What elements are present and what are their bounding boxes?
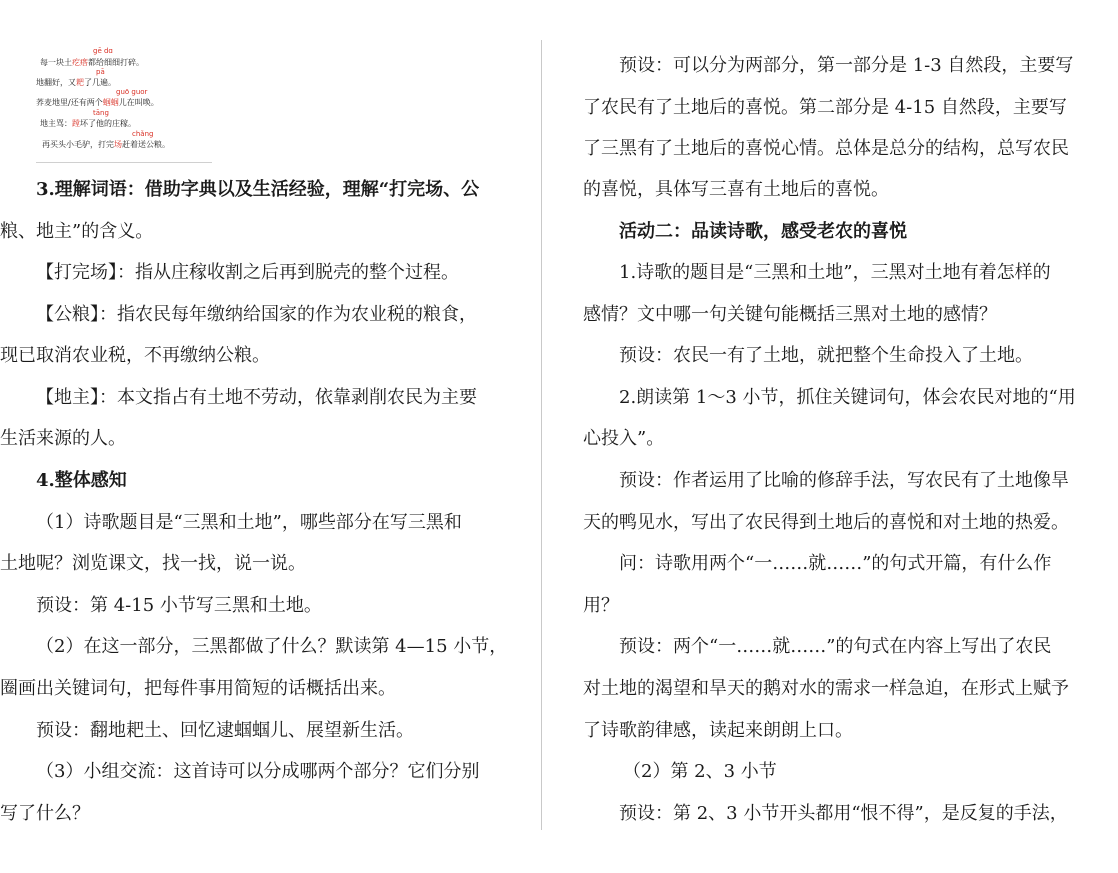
paragraph-line: 预设：两个“一……就……”的句式在内容上写出了农民: [619, 636, 1052, 657]
section-heading: 活动二：品读诗歌，感受老农的喜悦: [619, 221, 907, 242]
paragraph-line: 预设：第 4-15 小节写三黑和土地。: [36, 595, 322, 616]
paragraph-line: 【地主】：本文指占有土地不劳动，依靠剥削农民为主要: [36, 387, 477, 408]
paragraph-line: 土地呢？浏览课文，找一找，说一说。: [0, 553, 306, 574]
paragraph-line: 感情？文中哪一句关键句能概括三黑对土地的感情？: [583, 304, 997, 325]
paragraph-line: 用？: [583, 595, 619, 616]
image-underline: [36, 162, 212, 163]
paragraph-line: 预设：可以分为两部分，第一部分是 1-3 自然段，主要写: [619, 55, 1074, 76]
image-line: 荞麦地里/还有两个蝈蝈儿在叫唤。: [36, 98, 159, 107]
image-line: 地主骂：蹚坏了他的庄稼。: [40, 119, 136, 128]
paragraph-line: 了三黑有了土地后的喜悦心情。总体是总分的结构，总写农民: [583, 138, 1069, 159]
column-divider: [541, 40, 542, 830]
pinyin-label: tāng: [93, 109, 109, 117]
paragraph-line: （2）第 2、3 小节: [623, 761, 777, 782]
paragraph-line: 【打完场】：指从庄稼收割之后再到脱壳的整个过程。: [36, 262, 459, 283]
paragraph-line: 预设：第 2、3 小节开头都用“恨不得”，是反复的手法，: [619, 803, 1068, 824]
image-line: 每一块土疙瘩都给细细打碎。: [40, 58, 144, 67]
paragraph-line: 的喜悦，具体写三喜有土地后的喜悦。: [583, 179, 889, 200]
pinyin-label: pā: [96, 68, 105, 76]
image-line: 再买头小毛驴，打完场赶着送公粮。: [42, 140, 170, 149]
paragraph-line: （1）诗歌题目是“三黑和土地”，哪些部分在写三黑和: [36, 512, 462, 533]
section-heading: 3.理解词语：借助字典以及生活经验，理解“打完场、公: [36, 179, 480, 200]
image-line: 地翻好，又耙了几遍。: [36, 78, 116, 87]
paragraph-line: 了农民有了土地后的喜悦。第二部分是 4-15 自然段，主要写: [583, 97, 1067, 118]
section-heading: 4.整体感知: [36, 470, 127, 491]
paragraph-line: 预设：翻地耙土、回忆逮蝈蝈儿、展望新生活。: [36, 720, 414, 741]
paragraph-line: 写了什么？: [0, 803, 90, 824]
pinyin-label: guō guor: [116, 88, 148, 96]
paragraph-line: （3）小组交流：这首诗可以分成哪两个部分？它们分别: [36, 761, 480, 782]
paragraph-line: 问：诗歌用两个“一……就……”的句式开篇，有什么作: [619, 553, 1052, 574]
paragraph-line: 了诗歌韵律感，读起来朗朗上口。: [583, 720, 853, 741]
paragraph-line: 对土地的渴望和旱天的鹅对水的需求一样急迫，在形式上赋予: [583, 678, 1069, 699]
paragraph-line: 圈画出关键词句，把每件事用简短的话概括出来。: [0, 678, 396, 699]
vocabulary-image: [36, 48, 216, 164]
paragraph-line: 预设：农民一有了土地，就把整个生命投入了土地。: [619, 345, 1033, 366]
paragraph-line: （2）在这一部分，三黑都做了什么？默读第 4—15 小节，: [36, 636, 508, 657]
paragraph-line: 心投入”。: [583, 428, 665, 449]
pinyin-label: gē dɑ: [93, 47, 113, 55]
paragraph-line: 粮、地主”的含义。: [0, 221, 154, 242]
pinyin-label: chǎng: [132, 130, 154, 138]
paragraph-line: 天的鸭见水，写出了农民得到土地后的喜悦和对土地的热爱。: [583, 512, 1069, 533]
paragraph-line: 预设：作者运用了比喻的修辞手法，写农民有了土地像旱: [619, 470, 1069, 491]
paragraph-line: 【公粮】：指农民每年缴纳给国家的作为农业税的粮食，: [36, 304, 477, 325]
paragraph-line: 2.朗读第 1～3 小节，抓住关键词句，体会农民对地的“用: [619, 387, 1076, 408]
paragraph-line: 现已取消农业税，不再缴纳公粮。: [0, 345, 270, 366]
paragraph-line: 1.诗歌的题目是“三黑和土地”，三黑对土地有着怎样的: [619, 262, 1051, 283]
paragraph-line: 生活来源的人。: [0, 428, 126, 449]
